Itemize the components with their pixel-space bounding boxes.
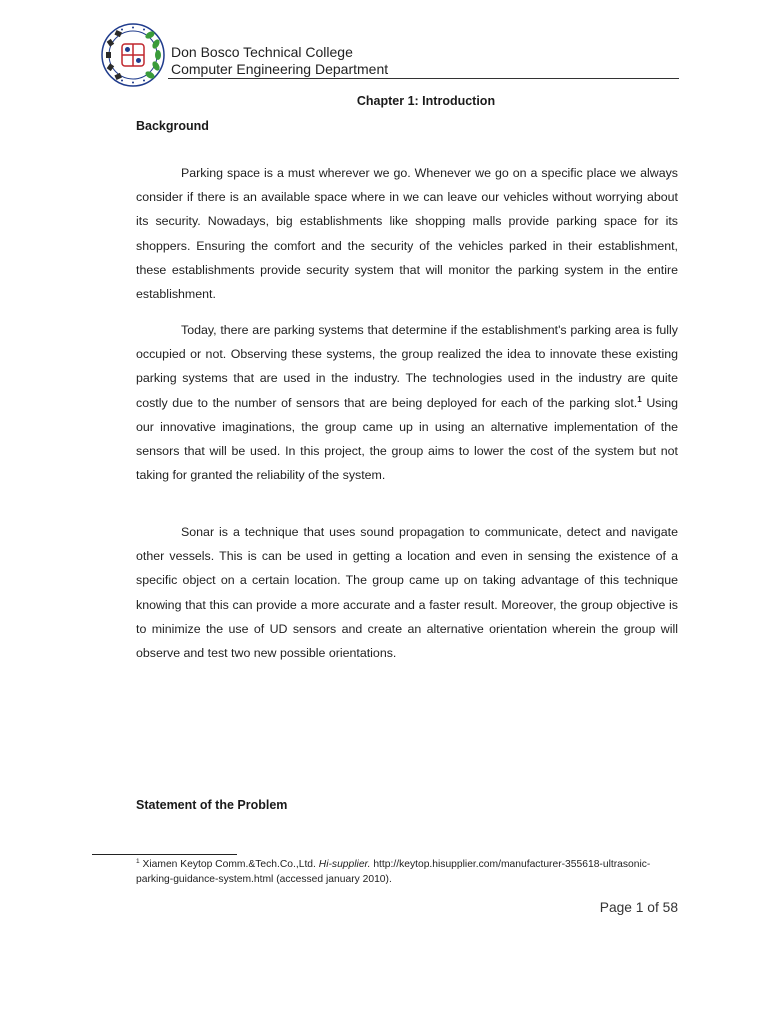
college-logo [100, 22, 166, 88]
chapter-title: Chapter 1: Introduction [356, 94, 496, 108]
footnote-link[interactable]: http://keytop.hisupplier.com/manufacturer-355618-ultrasonic-parking-guidance-system.html (accessed january 2010). [136, 859, 651, 885]
footnote-mark: 1 [136, 858, 140, 865]
statement-of-problem-heading: Statement of the Problem [136, 798, 288, 812]
department-name: Computer Engineering Department [171, 61, 389, 77]
institution-name: Don Bosco Technical College [171, 44, 353, 60]
header-divider [168, 78, 679, 79]
footnote-reference[interactable]: 1 [637, 394, 642, 404]
background-heading: Background [136, 119, 209, 133]
footnote-title: Hi-supplier. [318, 859, 371, 870]
college-seal-icon [100, 22, 166, 88]
background-paragraph-3: Sonar is a technique that uses sound propagation to communicate, detect and navigate other vessels. This is can be used in getting a location and even in sensing the existence of a specific object on a certain location. The group came up on taking advantage of this technique knowing that this can provide a more accurate and a faster result. Moreover, the group objective is to minimize the use of UD sensors and create an alternative orientation wherein the group will observe and test two new possible orientations. [136, 525, 678, 661]
page-number: Page 1 of 58 [599, 900, 678, 915]
background-paragraph-1: Parking space is a must wherever we go. Whenever we go on a specific place we always consider if there is an available space where in we can leave our vehicles without worrying about its security. Nowadays, big establishments like shopping malls provide parking space for its shoppers. Ensuring the comfort and the security of the vehicles parked in their establishment, these establishments provide security system that will monitor the parking system in the entire establishment. [136, 166, 678, 302]
paragraph-2-text-a: Today, there are parking systems that determine if the establishment's parking area is fully occupied or not. Observing these systems, the group realized the idea to innovate these existing parking systems that are used in the industry. The technologies used in the industry are quite costly due to the number of sensors that are being deployed for each of the parking slot. [136, 323, 678, 410]
footnote-divider [92, 854, 237, 855]
footnote-author: Xiamen Keytop Comm.&Tech.Co.,Ltd. [139, 859, 319, 870]
paragraph-2-text-b: Using our innovative imaginations, the group came up in using an alternative implementation of the sensors that will be used. In this project, the group aims to lower the cost of the system but not taking for granted the reliability of the system. [136, 395, 679, 483]
footnote [136, 857, 676, 887]
background-paragraph-2 [136, 318, 678, 487]
